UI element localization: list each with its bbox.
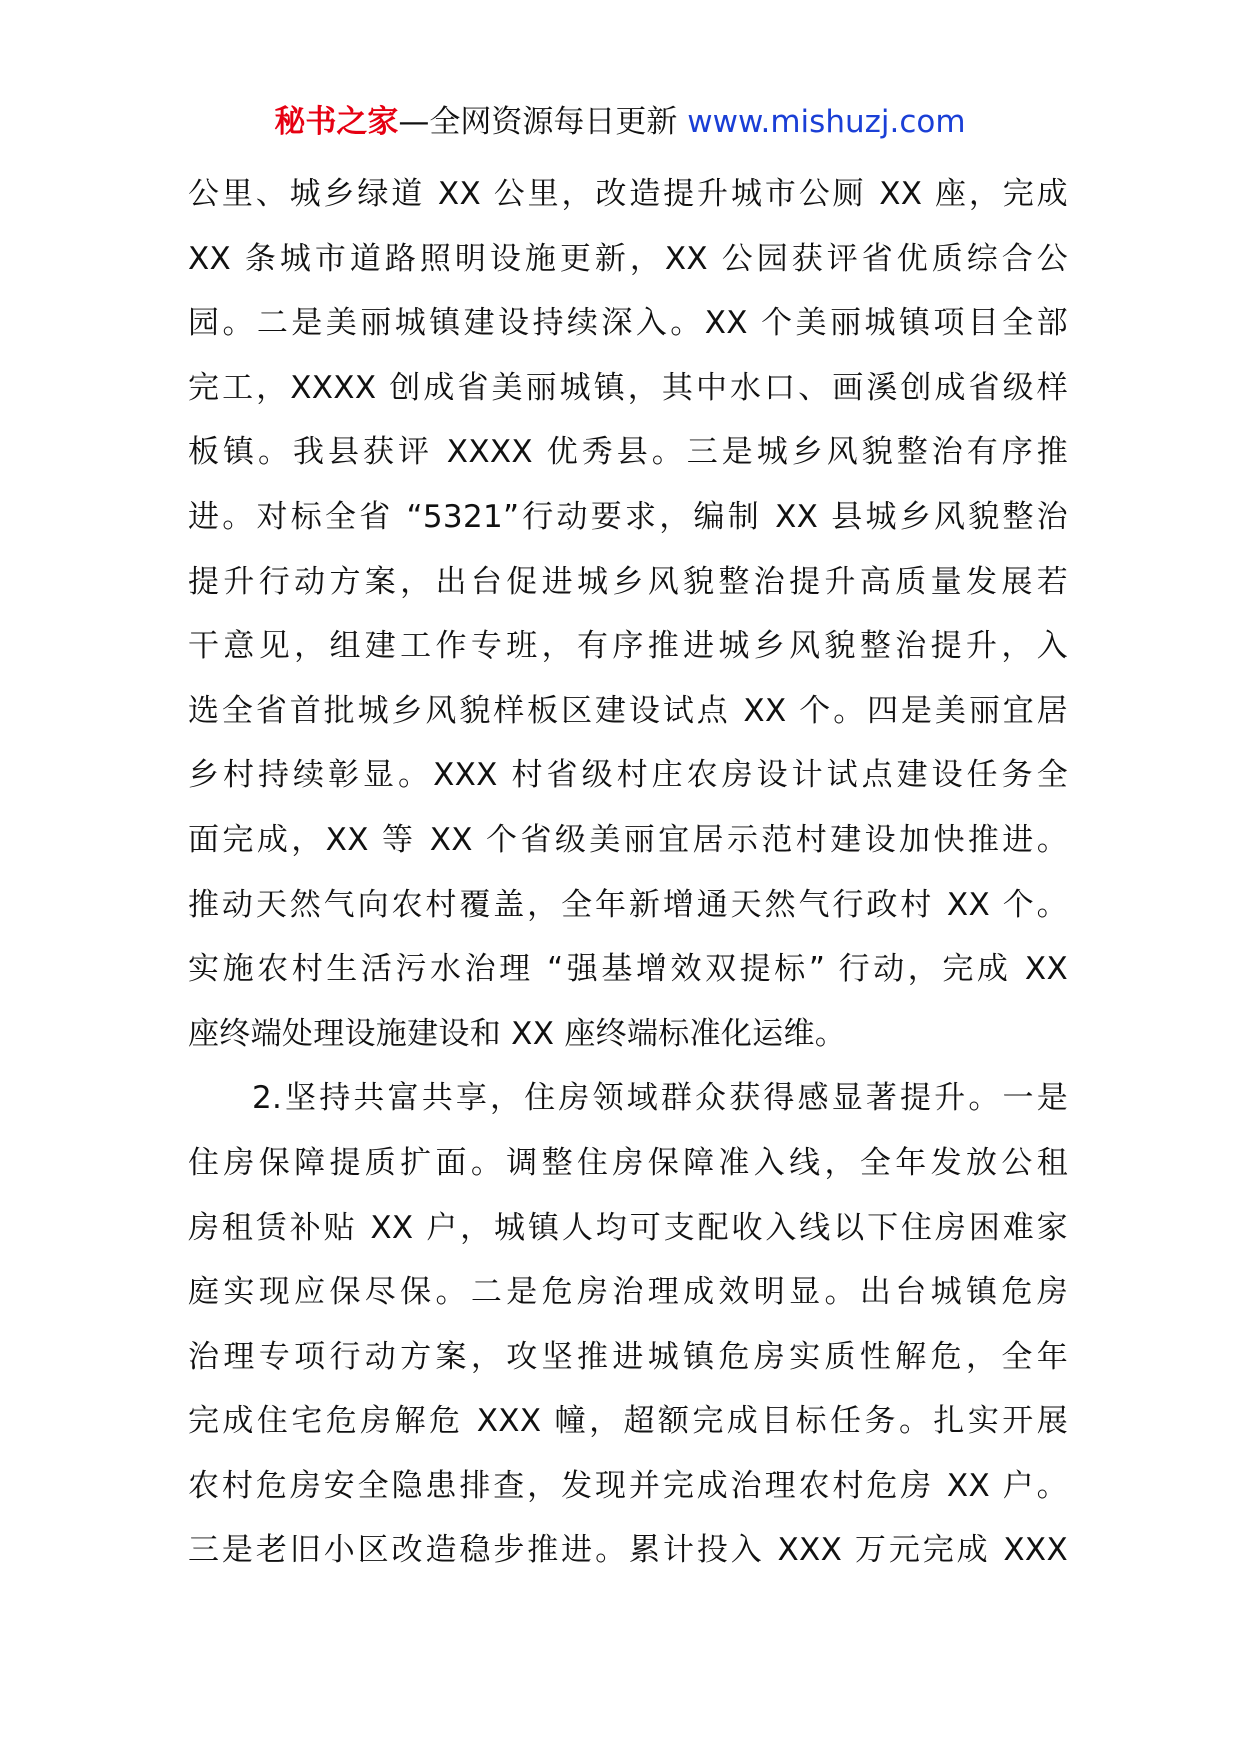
paragraph-end-line: 座终端处理设施建设和 XX 座终端标准化运维。 xyxy=(188,1015,847,1052)
text-line: 选全省首批城乡风貌样板区建设试点 XX 个。四是美丽宜居 xyxy=(188,692,1068,729)
text-line: 三是老旧小区改造稳步推进。累计投入 XXX 万元完成 XXX xyxy=(188,1532,1068,1569)
text-line: 实施农村生活污水治理 “强基增效双提标” 行动，完成 XX xyxy=(188,951,1068,988)
text-line: 农村危房安全隐患排查，发现并完成治理农村危房 XX 户。 xyxy=(188,1467,1068,1504)
text-line: 治理专项行动方案，攻坚推进城镇危房实质性解危，全年 xyxy=(188,1338,1068,1375)
text-line: 完成住宅危房解危 XXX 幢，超额完成目标任务。扎实开展 xyxy=(188,1403,1068,1440)
header-brand: 秘书之家 xyxy=(274,104,399,140)
text-line: 完工，XXXX 创成省美丽城镇，其中水口、画溪创成省级样 xyxy=(188,369,1068,406)
text-line: 进。对标全省 “5321”行动要求，编制 XX 县城乡风貌整治 xyxy=(188,498,1068,535)
text-line: 提升行动方案，出台促进城乡风貌整治提升高质量发展若 xyxy=(188,563,1068,600)
text-line: 园。二是美丽城镇建设持续深入。XX 个美丽城镇项目全部 xyxy=(188,305,1068,342)
header-url[interactable]: www.mishuzj.com xyxy=(687,104,966,140)
text-line: 公里、城乡绿道 XX 公里，改造提升城市公厕 XX 座，完成 xyxy=(188,176,1068,212)
text-line: 房租赁补贴 XX 户，城镇人均可支配收入线以下住房困难家 xyxy=(188,1209,1068,1246)
text-line: 乡村持续彰显。XXX 村省级村庄农房设计试点建设任务全 xyxy=(188,757,1068,794)
document-body xyxy=(188,162,1068,1583)
header-tagline: —全网资源每日更新 xyxy=(398,104,678,140)
text-line: 面完成，XX 等 XX 个省级美丽宜居示范村建设加快推进。 xyxy=(188,821,1068,858)
text-line: 住房保障提质扩面。调整住房保障准入线，全年发放公租 xyxy=(188,1144,1068,1181)
text-line: 干意见，组建工作专班，有序推进城乡风貌整治提升，入 xyxy=(188,628,1068,665)
text-line: 庭实现应保尽保。二是危房治理成效明显。出台城镇危房 xyxy=(188,1274,1068,1311)
text-line: 推动天然气向农村覆盖，全年新增通天然气行政村 XX 个。 xyxy=(188,886,1068,923)
page-header xyxy=(0,100,1240,144)
paragraph-start-line: 2.坚持共富共享，住房领域群众获得感显著提升。一是 xyxy=(252,1080,1068,1117)
text-line: XX 条城市道路照明设施更新，XX 公园获评省优质综合公 xyxy=(188,240,1068,277)
text-line: 板镇。我县获评 XXXX 优秀县。三是城乡风貌整治有序推 xyxy=(188,434,1068,471)
